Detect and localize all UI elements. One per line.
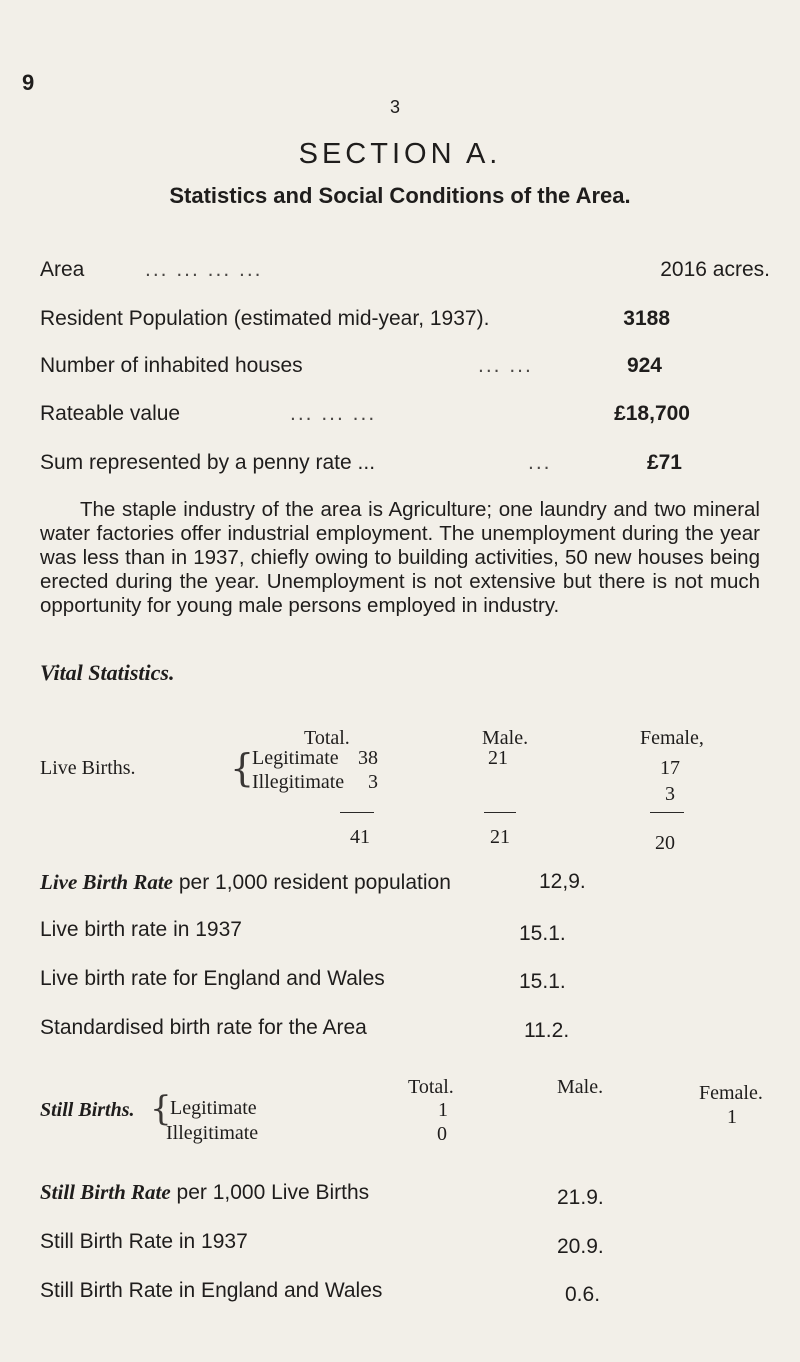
still-births-legitimate-female: 1 (727, 1106, 737, 1128)
live-births-female-rule (650, 812, 684, 813)
rateable-value: £18,700 (614, 402, 690, 425)
live-birth-rate-label-rest: per 1,000 resident population (173, 871, 451, 894)
live-birth-rate-england-label: Live birth rate for England and Wales (40, 967, 385, 990)
page-mark: 9 (22, 70, 35, 95)
live-births-male-header: Male. (482, 727, 529, 749)
houses-label: Number of inhabited houses (40, 354, 303, 377)
population-value: 3188 (623, 307, 670, 330)
live-births-legitimate-male: 21 (488, 747, 508, 769)
still-birth-rate-england-value: 0.6. (565, 1283, 601, 1306)
live-birth-rate-1937-label: Live birth rate in 1937 (40, 918, 242, 941)
live-births-total-sum: 41 (350, 826, 370, 848)
rateable-label: Rateable value (40, 402, 181, 425)
live-births-female-header: Female, (640, 727, 704, 749)
still-birth-rate-label (40, 1180, 369, 1205)
houses-dots: ... ... (478, 354, 533, 377)
live-birth-rate-1937-value: 15.1. (519, 922, 566, 945)
live-birth-rate-value: 12,9. (539, 870, 586, 893)
still-birth-rate-label-rest: per 1,000 Live Births (170, 1181, 370, 1204)
live-births-illegitimate-label: Illegitimate (252, 771, 345, 793)
still-birth-rate-value: 21.9. (557, 1186, 604, 1209)
live-births-total-header: Total. (304, 727, 350, 749)
page-number: 3 (390, 97, 401, 117)
still-births-brace: { (150, 1089, 172, 1129)
penny-rate-label: Sum represented by a penny rate ... (40, 451, 376, 474)
live-births-illegitimate-total: 3 (368, 771, 378, 793)
live-births-legitimate-total: 38 (358, 747, 378, 769)
houses-value: 924 (626, 354, 662, 377)
live-births-legitimate-label: Legitimate (252, 747, 339, 769)
still-births-legitimate-label: Legitimate (170, 1097, 257, 1119)
area-label: Area (40, 258, 85, 281)
penny-rate-value: £71 (646, 451, 682, 474)
live-births-label: Live Births. (40, 757, 136, 779)
still-births-legitimate-total: 1 (438, 1099, 448, 1121)
still-births-illegitimate-total: 0 (437, 1123, 447, 1145)
standardised-birth-rate-label: Standardised birth rate for the Area (40, 1016, 367, 1039)
live-births-total-rule (340, 812, 374, 813)
live-births-legitimate-female: 17 (660, 757, 680, 779)
industry-paragraph (40, 498, 760, 618)
live-birth-rate-label-italic: Live Birth Rate (40, 870, 173, 894)
still-births-female-header: Female. (699, 1082, 763, 1104)
page-subtitle: Statistics and Social Conditions of the Area. (169, 183, 631, 208)
section-title: SECTION A. (298, 138, 502, 170)
live-births-brace: { (230, 746, 255, 790)
live-births-female-sum: 20 (655, 832, 675, 854)
area-value: 2016 acres. (660, 258, 770, 281)
still-births-illegitimate-label: Illegitimate (166, 1122, 259, 1144)
rateable-dots: ... ... ... (290, 402, 377, 425)
still-births-male-header: Male. (557, 1076, 604, 1098)
still-births-total-header: Total. (408, 1076, 454, 1098)
standardised-birth-rate-value: 11.2. (524, 1019, 570, 1042)
live-births-illegitimate-female: 3 (665, 783, 675, 805)
vital-statistics-heading: Vital Statistics. (40, 660, 175, 685)
live-births-male-sum: 21 (490, 826, 510, 848)
population-label: Resident Population (estimated mid-year, 1937). (40, 307, 490, 330)
live-birth-rate-label (40, 870, 451, 895)
live-births-male-rule (484, 812, 516, 813)
still-birth-rate-1937-value: 20.9. (557, 1235, 604, 1258)
industry-paragraph-text: The staple industry of the area is Agriculture; one laundry and two mineral water factories offer industrial employment. The unemployment during the year was less than in 1937, chiefly owing to building activities, 50 new houses being erected during the year. Unemployment is not extensive but there is not much opportunity for young male persons employed in industry. (40, 498, 760, 617)
live-birth-rate-england-value: 15.1. (519, 970, 566, 993)
still-birth-rate-england-label: Still Birth Rate in England and Wales (40, 1279, 383, 1302)
still-birth-rate-1937-label: Still Birth Rate in 1937 (40, 1230, 248, 1253)
area-dots: ... ... ... ... (145, 258, 263, 281)
penny-rate-dots: ... (528, 451, 552, 474)
still-births-label: Still Births. (40, 1099, 135, 1121)
still-birth-rate-label-italic: Still Birth Rate (40, 1180, 171, 1204)
